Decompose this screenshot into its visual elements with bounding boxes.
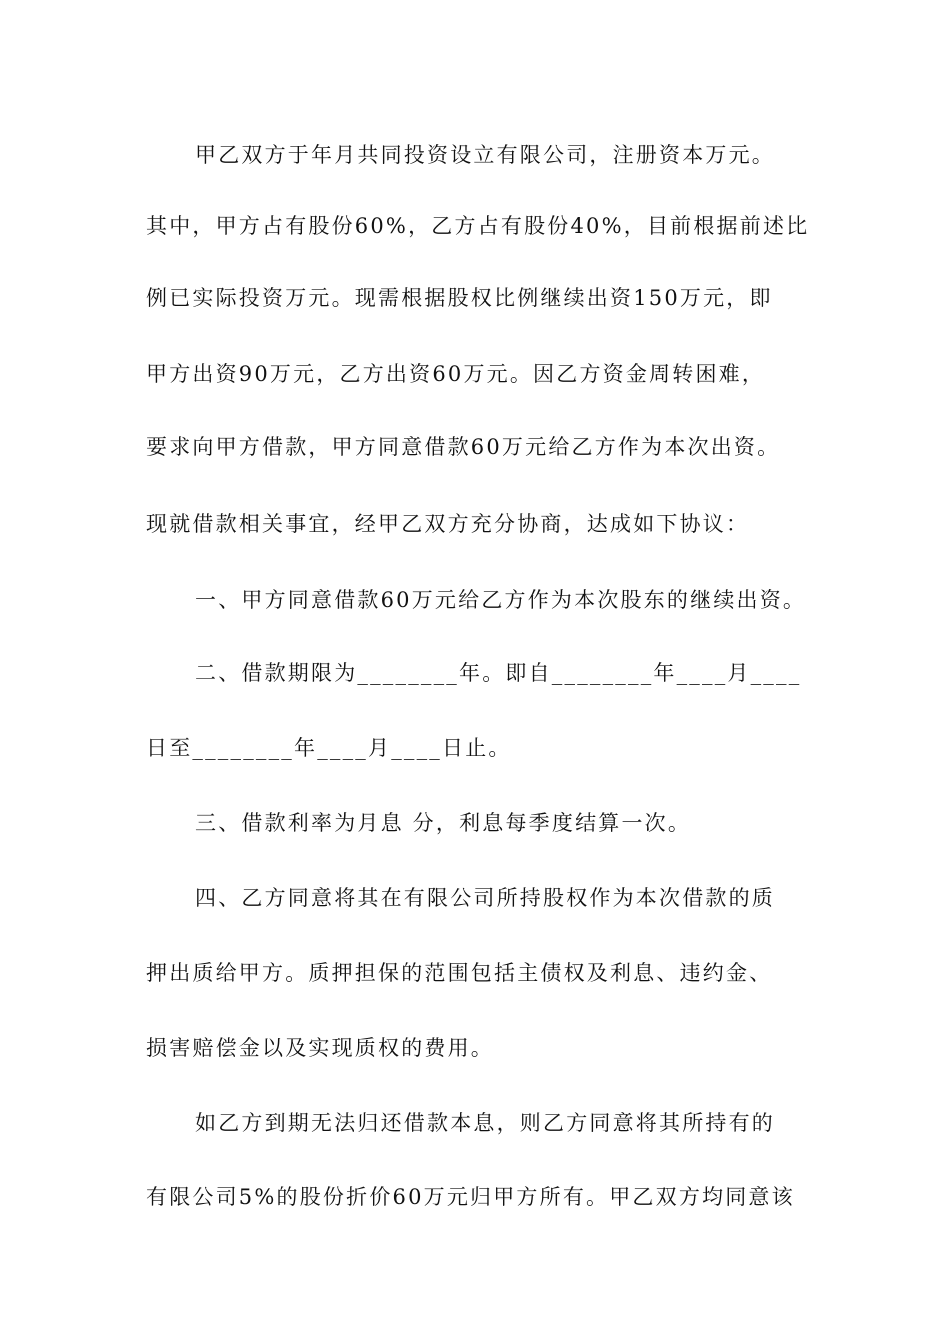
paragraph-line: 甲乙双方于年月共同投资设立有限公司，注册资本万元。 — [195, 143, 775, 167]
clause-two-line: 二、借款期限为________年。即自________年____月____ — [195, 661, 802, 685]
paragraph-line: 如乙方到期无法归还借款本息，则乙方同意将其所持有的 — [195, 1111, 775, 1135]
paragraph-line: 现就借款相关事宜，经甲乙双方充分协商，达成如下协议： — [146, 512, 750, 536]
paragraph-line: 例已实际投资万元。现需根据股权比例继续出资150万元，即 — [146, 286, 773, 310]
clause-three-line: 三、借款利率为月息 分，利息每季度结算一次。 — [195, 811, 692, 835]
paragraph-line: 要求向甲方借款，甲方同意借款60万元给乙方作为本次出资。 — [146, 435, 781, 459]
paragraph-line: 押出质给甲方。质押担保的范围包括主债权及利息、违约金、 — [146, 961, 773, 985]
paragraph-line: 损害赔偿金以及实现质权的费用。 — [146, 1036, 494, 1060]
paragraph-line: 日至________年____月____日止。 — [146, 736, 512, 760]
clause-one-line: 一、甲方同意借款60万元给乙方作为本次股东的继续出资。 — [195, 588, 807, 612]
paragraph-line: 其中，甲方占有股份60%，乙方占有股份40%，目前根据前述比 — [146, 214, 810, 238]
paragraph-line: 有限公司5%的股份折价60万元归甲方所有。甲乙双方均同意该 — [146, 1185, 795, 1209]
clause-four-line: 四、乙方同意将其在有限公司所持股权作为本次借款的质 — [195, 886, 775, 910]
paragraph-line: 甲方出资90万元，乙方出资60万元。因乙方资金周转困难， — [146, 362, 766, 386]
